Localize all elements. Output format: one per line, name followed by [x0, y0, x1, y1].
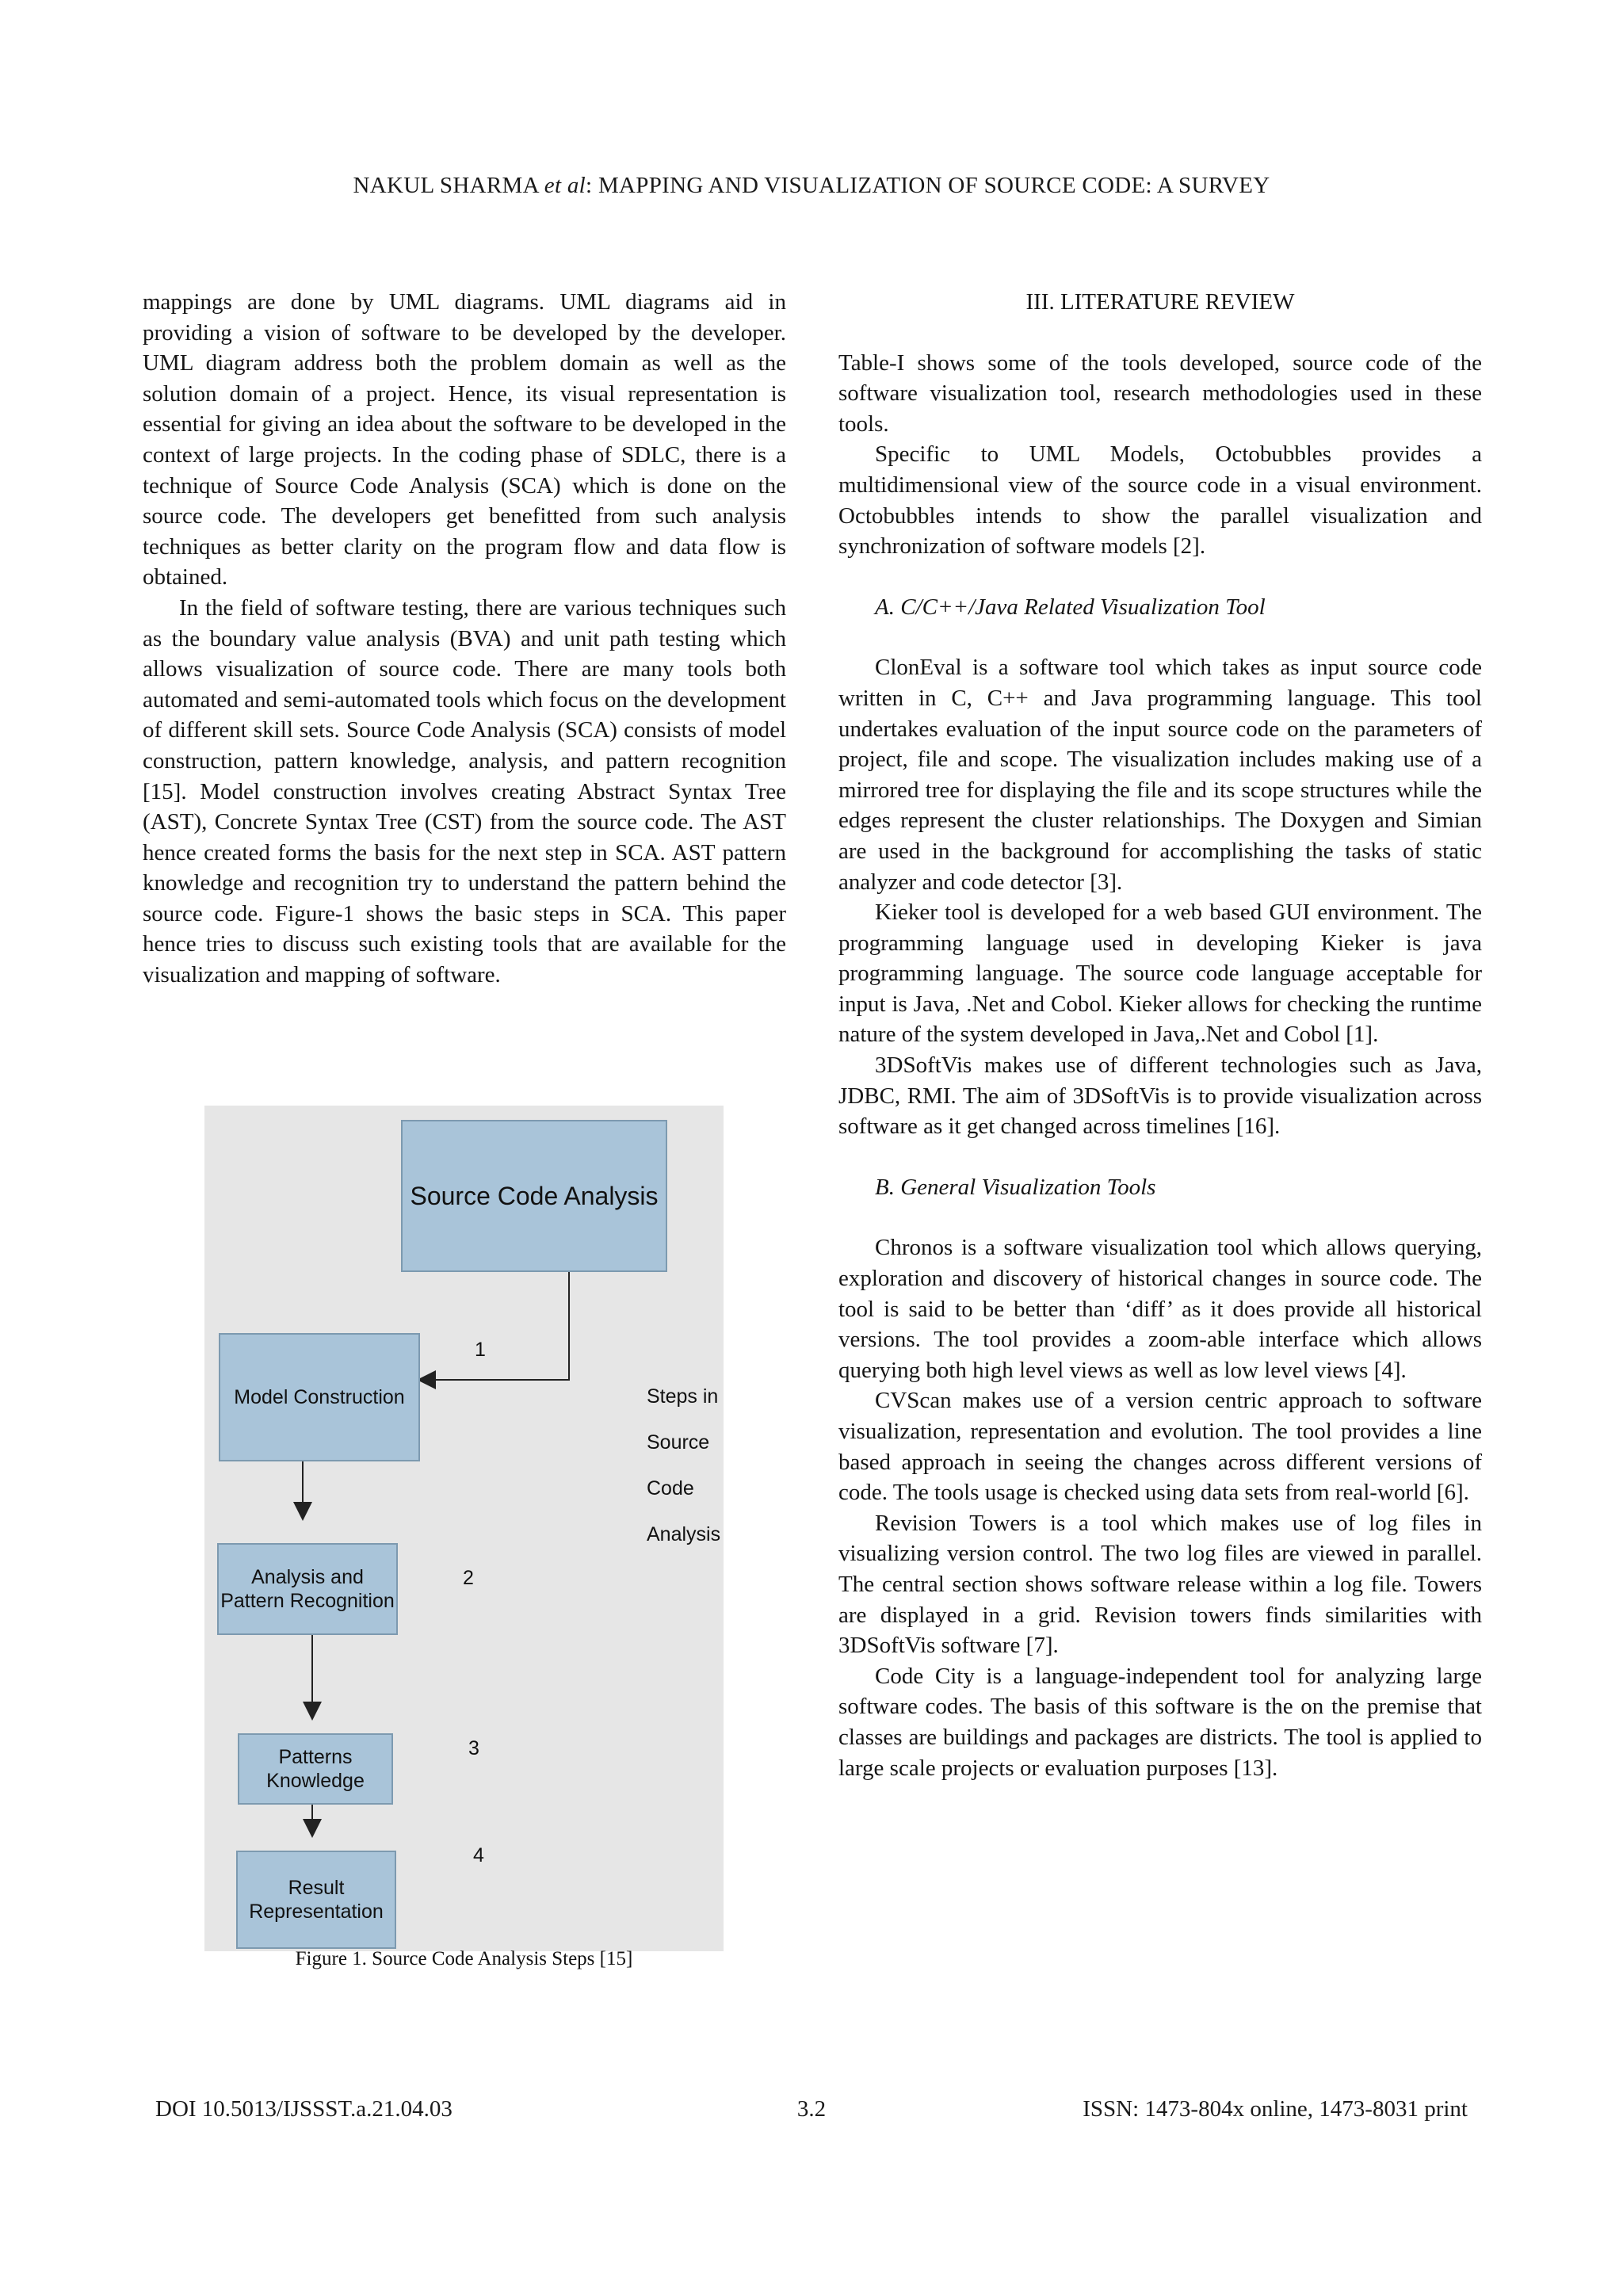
side-label-line3: Code — [647, 1477, 694, 1499]
running-head — [0, 173, 1623, 199]
box-analysis-line2: Pattern Recognition — [220, 1590, 395, 1612]
header-title: : MAPPING AND VISUALIZATION OF SOURCE CODE: A SURVEY — [586, 173, 1270, 198]
footer-page-number: 3.2 — [796, 2096, 827, 2122]
box-patterns-line1: Patterns — [278, 1746, 353, 1768]
side-label-line4: Analysis — [647, 1523, 721, 1545]
step-number-4: 4 — [473, 1844, 484, 1866]
box-model-construction — [219, 1333, 420, 1461]
box-result-line2: Representation — [249, 1901, 384, 1923]
step-number-1: 1 — [475, 1339, 486, 1361]
box-result-line1: Result — [288, 1877, 345, 1899]
header-author: NAKUL SHARMA — [353, 173, 539, 198]
footer-issn: ISSN: 1473-804x online, 1473-8031 print — [1083, 2096, 1468, 2122]
header-etal: et al — [544, 173, 586, 198]
section-title-literature-review: III. LITERATURE REVIEW — [1025, 289, 1295, 315]
b-paragraph-1: Chronos is a software visualization tool which allows querying, exploration and discovery of historical changes in source code. The tool is said to be better than ‘diff’ as it does provide all historical versions. The tool provides a zoom-able interface which allows querying both high level views as well as low level views [4]. — [838, 1235, 1482, 1383]
box-source-code-analysis-label: Source Code Analysis — [410, 1182, 659, 1210]
left-column — [143, 287, 786, 991]
box-patterns-line2: Knowledge — [266, 1770, 365, 1792]
a-paragraph-3: 3DSoftVis makes use of different technologies such as Java, JDBC, RMI. The aim of 3DSoftVis is to provide visualization across software as it get changed across timelines [16]. — [838, 1052, 1482, 1140]
box-result-representation — [236, 1851, 396, 1949]
step-number-2: 2 — [463, 1567, 474, 1589]
step-number-3: 3 — [468, 1737, 479, 1759]
side-label-line2: Source — [647, 1431, 710, 1454]
b-paragraph-4: Code City is a language-independent tool for analyzing large software codes. The basis of this software is the on the premise that classes are buildings and packages are districts. The tool is applied to large scale projects or evaluation purposes [13]. — [838, 1663, 1482, 1781]
subsection-b-title: B. General Visualization Tools — [875, 1174, 1156, 1200]
box-source-code-analysis — [401, 1120, 667, 1272]
subsection-a-title: A. C/C++/Java Related Visualization Tool — [875, 594, 1266, 620]
intro-paragraph-2: Specific to UML Models, Octobubbles provides a multidimensional view of the source code in a visual environment. Octobubbles intends to show the parallel visualization and synchronization of software models [2]. — [838, 441, 1482, 560]
b-paragraph-3: Revision Towers is a tool which makes use of log files in visualizing version control. The two log files are viewed in parallel. The central section shows software release within a log file. Towers are displayed in a grid. Revision towers finds similarities with 3DSoftVis software [7]. — [838, 1510, 1482, 1659]
footer-doi: DOI 10.5013/IJSSST.a.21.04.03 — [155, 2096, 453, 2122]
box-patterns-knowledge — [238, 1733, 393, 1805]
box-analysis-line1: Analysis and — [251, 1566, 364, 1588]
steps-side-label — [647, 1373, 720, 1557]
left-paragraph-1: mappings are done by UML diagrams. UML diagrams aid in providing a vision of software to be developed by the developer. UML diagram address both the problem domain as well as the solution domain of a project. Hence, its visual representation is essential for giving an idea about the software to be developed in the context of large projects. In the coding phase of SDLC, there is a technique of Source Code Analysis (SCA) which is done on the source code. The developers get benefitted from such analysis techniques as better clarity on the program flow and data flow is obtained. — [143, 289, 786, 590]
figure-caption: Figure 1. Source Code Analysis Steps [15] — [295, 1948, 633, 1969]
left-paragraph-2: In the field of software testing, there are various techniques such as the boundary value analysis (BVA) and unit path testing which allows visualization of source code. There are many tools both automated and semi-automated tools which focus on the development of different skill sets. Source Code Analysis (SCA) consists of model construction, pattern knowledge, analysis, and pattern recognition [15]. Model construction involves creating Abstract Syntax Tree (AST), Concrete Syntax Tree (CST) from the source code. The AST hence created forms the basis for the next step in SCA. AST pattern knowledge and recognition try to understand the pattern behind the source code. Figure-1 shows the basic steps in SCA. This paper hence tries to discuss such existing tools that are available for the visualization and mapping of software. — [143, 594, 786, 988]
right-column — [838, 287, 1482, 1783]
a-paragraph-2: Kieker tool is developed for a web based GUI environment. The programming language used in developing Kieker is java programming language. The source code language acceptable for input is Java, .Net and Cobol. Kieker allows for checking the runtime nature of the system developed in Java,.Net and Cobol [1]. — [838, 900, 1482, 1048]
side-label-line1: Steps in — [647, 1385, 719, 1408]
figure-sca-steps — [204, 1106, 724, 1951]
box-analysis-pattern-recognition — [217, 1543, 398, 1635]
arrow-sca-to-model — [420, 1270, 569, 1380]
b-paragraph-2: CVScan makes use of a version centric approach to software visualization, representation and evolution. The tool provides a line based approach in seeing the changes across different versions of code. The tools usage is checked using data sets from real-world [6]. — [838, 1388, 1482, 1506]
a-paragraph-1: ClonEval is a software tool which takes as input source code written in C, C++ and Java programming language. This tool undertakes evaluation of the input source code on the parameters of project, file and scope. The visualization includes making use of a mirrored tree for displaying the file and its scope structures while the edges represent the cluster relationships. The Doxygen and Simian are used in the background for accomplishing the tasks of static analyzer and code detector [3]. — [838, 655, 1482, 895]
intro-paragraph-1: Table-I shows some of the tools developed, source code of the software visualization tool, research methodologies used in these tools. — [838, 350, 1482, 437]
box-model-construction-label: Model Construction — [234, 1386, 405, 1408]
